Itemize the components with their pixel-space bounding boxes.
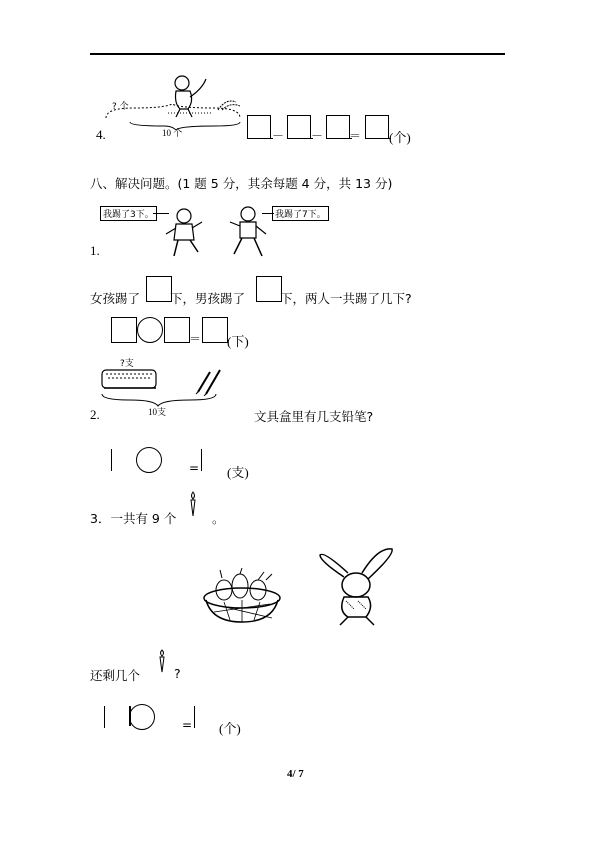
carrot-icon: [186, 490, 200, 518]
p3-unit: (个): [219, 721, 241, 736]
page-number: 4/ 7: [287, 768, 304, 780]
answer-box-4[interactable]: [365, 115, 389, 139]
p3-answer-line-1: [104, 706, 105, 728]
p2-unit: (支): [227, 465, 249, 480]
girl-speech-bubble: 我踢了3下。: [100, 206, 157, 221]
p3-circle-stroke: [129, 706, 131, 726]
p2-brace-top-label: ?支: [120, 359, 134, 369]
p2-question: 文具盒里有几支铅笔?: [254, 409, 374, 424]
answer-underline-2: [287, 138, 313, 139]
p2-answer-line-2: [201, 449, 202, 471]
section-heading: 八、解决问题。(1 题 5 分，其余每题 4 分，共 13 分): [90, 176, 393, 191]
carrot-icon-2: [156, 648, 168, 674]
p3-answer-line-2: [194, 706, 195, 728]
minus-sign-2: －: [311, 129, 324, 143]
p2-equals-sign: =: [189, 461, 200, 475]
answer-box-1[interactable]: [247, 115, 271, 139]
p1-result-box[interactable]: [202, 317, 228, 343]
answer-box-2[interactable]: [287, 115, 311, 139]
p2-answer-line-1: [111, 449, 112, 471]
p1-equals-sign: ＝: [189, 332, 202, 346]
question-number: 4.: [96, 127, 106, 142]
problem-number-1: 1.: [90, 243, 100, 258]
p3-lead-text: 3．一共有 9 个: [90, 511, 177, 526]
answer-underline-4: [365, 138, 391, 139]
p3-operator-circle[interactable]: [129, 704, 155, 730]
brace-bottom-label: 10 个: [162, 128, 183, 138]
answer-underline-1: [247, 138, 273, 139]
rabbit-picture: [318, 545, 396, 627]
unit-label: (个): [389, 130, 411, 145]
answer-box-3[interactable]: [326, 115, 350, 139]
brace-top-label: ? 个: [112, 102, 129, 112]
boy-speech-bubble: 我踢了7下。: [272, 206, 329, 221]
question-text-c: 下，两人一共踢了几下?: [280, 291, 412, 306]
p1-unit: (下): [227, 334, 249, 349]
carrot-basket-picture: [200, 568, 284, 626]
p3-lead-end: 。: [212, 511, 225, 526]
p2-brace-bottom-label: 10支: [148, 407, 167, 417]
girl-kicking-picture: [162, 206, 206, 260]
p3-question-end: ?: [174, 666, 181, 681]
boy-count-box[interactable]: [256, 276, 282, 302]
p1-answer-box-2[interactable]: [164, 317, 190, 343]
pencil-box-picture: [100, 364, 160, 394]
p1-answer-box-1[interactable]: [111, 317, 137, 343]
p2-operator-circle[interactable]: [136, 447, 162, 473]
girl-count-box[interactable]: [146, 276, 172, 302]
bananas-picture: [216, 96, 244, 114]
question-text-a: 女孩踢了: [90, 291, 141, 306]
minus-sign-1: －: [272, 129, 285, 143]
p3-question: 还剩几个: [90, 668, 141, 683]
header-rule: [90, 53, 505, 55]
p3-equals-sign: =: [182, 718, 193, 732]
monkey-picture: [166, 73, 214, 119]
question-text-b: 下，男孩踢了: [170, 291, 246, 306]
p1-operator-circle[interactable]: [137, 317, 163, 343]
equals-sign: ＝: [349, 129, 362, 143]
problem-number-2: 2.: [90, 407, 100, 422]
